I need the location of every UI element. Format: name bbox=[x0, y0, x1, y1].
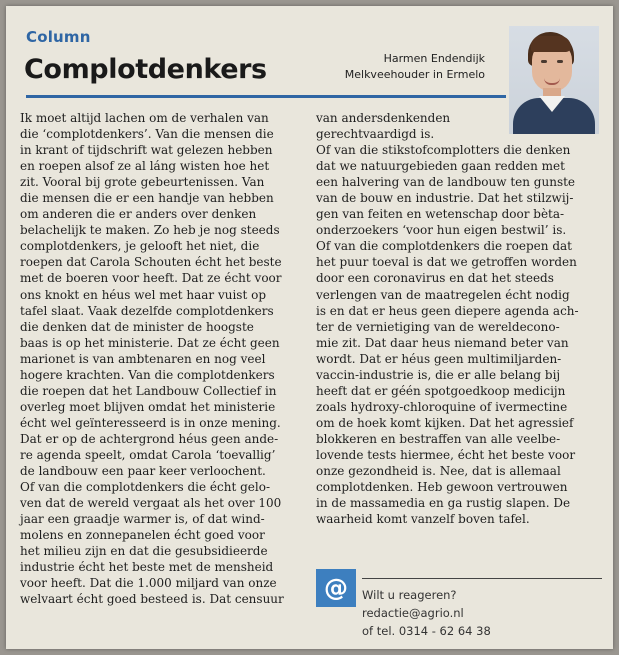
text-line: Of van die complotdenkers die écht gelo- bbox=[20, 480, 271, 495]
text-line: Of van die stikstofcomplotters die denken bbox=[316, 143, 571, 158]
text-line: in krant of tijdschrift wat gelezen hebben bbox=[20, 143, 273, 158]
header-rule bbox=[26, 95, 506, 98]
text-line: die ‘complotdenkers’. Van die mensen die bbox=[20, 127, 274, 142]
text-line: in de massamedia en ga rustig slapen. De bbox=[316, 496, 571, 511]
text-line: die denken dat de minister de hoogste bbox=[20, 319, 254, 334]
text-line: heeft dat er géén spotgoedkoop medicijn bbox=[316, 383, 566, 398]
text-line: om anderen die er anders over denken bbox=[20, 207, 257, 222]
text-line: van andersdenkenden bbox=[316, 111, 451, 125]
text-line: en roepen alsof ze al láng wisten hoe het bbox=[20, 159, 270, 174]
text-line: is en dat er heus geen diepere agenda ach- bbox=[316, 303, 579, 318]
text-line: re agenda speelt, omdat Carola ‘toevallig’ bbox=[20, 447, 276, 462]
text-line: Of van die complotdenkers die roepen dat bbox=[316, 239, 572, 254]
text-line: complotdenken. Heb gewoon vertrouwen bbox=[316, 480, 568, 495]
text-line: jaar een graadje warmer is, of dat wind- bbox=[20, 512, 265, 527]
text-line: tafel slaat. Vaak dezelfde complotdenkers bbox=[20, 303, 274, 318]
text-line: door een coronavirus en dat het steeds bbox=[316, 271, 554, 286]
text-line: écht wel geïnteresseerd is in onze mening. bbox=[20, 415, 281, 430]
text-line: voor heeft. Dat die 1.000 miljard van onze bbox=[20, 576, 277, 591]
section-label: Column bbox=[26, 28, 91, 46]
text-line: zit. Vooral bij grote gebeurtenissen. Van bbox=[20, 175, 265, 190]
text-line: onze gezondheid is. Nee, dat is allemaal bbox=[316, 464, 561, 479]
text-line: met de boeren voor heeft. Dat ze écht voor bbox=[20, 271, 282, 286]
text-line: ven dat de wereld vergaat als het over 100 bbox=[20, 496, 282, 511]
text-line: een halvering van de landbouw ten gunste bbox=[316, 175, 576, 190]
contact-phone: of tel. 0314 - 62 64 38 bbox=[362, 624, 491, 638]
text-line: ons knokt en héus wel met haar vuist op bbox=[20, 287, 267, 302]
text-line: Ik moet altijd lachen om de verhalen van bbox=[20, 111, 269, 125]
newspaper-column bbox=[6, 6, 613, 649]
text-line: de landbouw een paar keer verloochent. bbox=[20, 464, 266, 479]
text-line: van de bouw en industrie. Dat het stilzwij- bbox=[316, 191, 574, 206]
author-name: Harmen Endendijk bbox=[383, 52, 485, 65]
body-column-left bbox=[20, 110, 312, 607]
text-line: het puur toeval is dat we getroffen worden bbox=[316, 255, 577, 270]
text-line: zoals hydroxy-chloroquine of ivermectine bbox=[316, 399, 568, 414]
text-line: gen van feiten en wetenschap door bèta- bbox=[316, 207, 565, 222]
text-line: marionet is van ambtenaren en nog veel bbox=[20, 351, 266, 366]
text-line: molens en zonnepanelen écht goed voor bbox=[20, 528, 265, 543]
body-column-right bbox=[316, 110, 606, 527]
text-line: onderzoekers ‘voor hun eigen bestwil’ is. bbox=[316, 223, 567, 238]
contact-email[interactable]: redactie@agrio.nl bbox=[362, 606, 464, 620]
text-line: die roepen dat het Landbouw Collectief in bbox=[20, 383, 277, 398]
text-line: waarheid komt vanzelf boven tafel. bbox=[316, 512, 530, 527]
contact-rule bbox=[362, 578, 602, 579]
text-line: lovende tests hiermee, écht het beste voor bbox=[316, 447, 576, 462]
text-line: Dat er op de achtergrond héus geen ande- bbox=[20, 431, 279, 446]
text-line: dat we natuurgebieden gaan redden met bbox=[316, 159, 565, 174]
at-sign-icon: @ bbox=[316, 569, 356, 607]
text-line: wordt. Dat er héus geen multimiljarden- bbox=[316, 351, 562, 366]
text-line: roepen dat Carola Schouten écht het beste bbox=[20, 255, 282, 270]
author-role: Melkveehouder in Ermelo bbox=[344, 68, 485, 81]
text-line: om de hoek komt kijken. Dat het agressief bbox=[316, 415, 574, 430]
text-line: hogere krachten. Van die complotdenkers bbox=[20, 367, 275, 382]
text-line: overleg moet blijven omdat het ministerie bbox=[20, 399, 276, 414]
text-line: die mensen die er een handje van hebben bbox=[20, 191, 274, 206]
text-line: welvaart écht goed besteed is. Dat censuur bbox=[20, 592, 284, 607]
text-line: baas is op het ministerie. Dat ze écht geen bbox=[20, 335, 280, 350]
text-line: verlengen van de maatregelen écht nodig bbox=[316, 287, 570, 302]
text-line: belachelijk te maken. Zo heb je nog steeds bbox=[20, 223, 280, 238]
text-line: blokkeren en bestraffen van alle veelbe- bbox=[316, 431, 561, 446]
text-line: mie zit. Dat daar heus niemand beter van bbox=[316, 335, 569, 350]
text-line: gerechtvaardigd is. bbox=[316, 127, 435, 142]
text-line: complotdenkers, je gelooft het niet, die bbox=[20, 239, 260, 254]
contact-prompt: Wilt u reageren? bbox=[362, 588, 457, 602]
page-title: Complotdenkers bbox=[24, 54, 267, 85]
text-line: ter de vernietiging van de wereldecono- bbox=[316, 319, 560, 334]
text-line: industrie écht het beste met de mensheid bbox=[20, 560, 274, 575]
text-line: het milieu zijn en dat die gesubsidieerde bbox=[20, 544, 268, 559]
text-line: vaccin-industrie is, die er alle belang bij bbox=[316, 367, 561, 382]
